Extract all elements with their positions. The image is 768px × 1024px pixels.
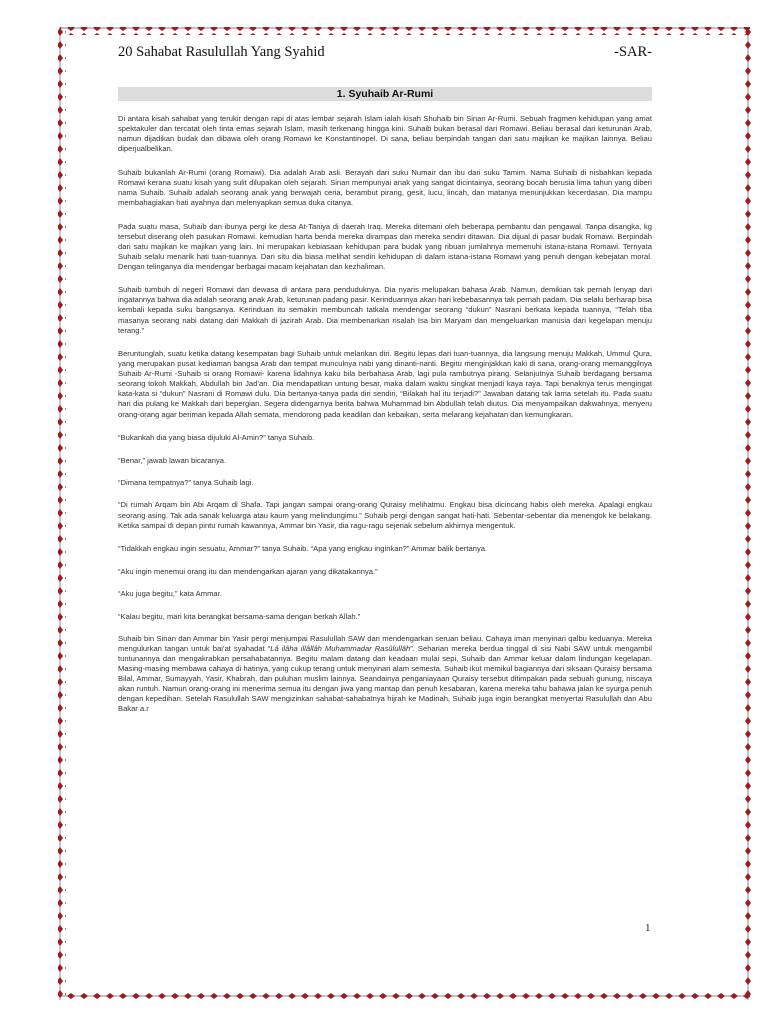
dialogue-line: “Aku juga begitu,” kata Ammar.	[118, 589, 222, 599]
paragraph: Di antara kisah sahabat yang terukir dengan rapi di atas lembar sejarah Islam ialah kisah Shuhaib bin Sinan Ar-Rumi. Sebuah fragmen kehidupan yang amat spektakuler dan tercatat oleh tinta emas sejarah Islam, masih terkenang hingga kini. Suhaib bukan berasal dari Romawi. Beliau berasal dari keturunan Arab, namun dijadikan budak dan dibawa oleh orang Romawi ke Konstantinopel. Di sana, beliau berpindah tangan dari satu majikan ke majikan lainnya. Beliau diperjualbelikan.	[118, 114, 652, 154]
paragraph: Pada suatu masa, Suhaib dan ibunya pergi ke desa At-Taniya di daerah Iraq. Mereka ditemani oleh beberapa pembantu dan pengawal. Tanpa disangka, kg tersebut diserang oleh pasukan Romawi. kemudian harta benda mereka dirampas dan mereka sendiri ditawan. Dia dijual di pasar budak Romawi. Berpindah dari satu majikan ke majikan yang lain. Ini merupakan kebiasaan kehidupan para budak yang ribuan jumlahnya memenuhi istana-istana Romawi. Ternyata Suhaib selalu menarik hati tuan-tuannya. Dari situ dia biasa melihat sendiri kehidupan di dalam istana-istana Romawi yang penuh dengan kebejatan moral. Dengan telinganya dia mendengar berbagai macam kejahatan dan kezhaliman.	[118, 221, 652, 271]
dialogue-line: “Aku ingin menemui orang itu dan mendengarkan ajaran yang dikatakannya.”	[118, 566, 378, 576]
paragraph: Suhaib bukanlah Ar-Rumi (orang Romawi). Dia adalah Arab asli. Berayah dari suku Numair dan ibu dari suku Tamim. Nama Suhaib di nisbahkan kepada Romawi kerana suatu kisah yang sulit dilupakan oleh sejarah. Sinan mempunyai anak yang sangat dicintainya, seorang bocah berusia lima tahun yang diberi nama Suhaib. Suhaib adalah seorang anak yang berwajah ceria, berambut pirang, gesit, lucu, lincah, dan matanya menunjukkan kecerdasan. Dia mampu membahagiakan hati ayahnya dan melenyapkan semua duka citanya.	[118, 167, 652, 207]
dialogue-line: “Kalau begitu, mari kita berangkat bersama-sama dengan berkah Allah.”	[118, 611, 361, 621]
shahada-phrase: Lâ ilâha illâllâh Muhammadar Rasûlullâh	[270, 643, 411, 653]
dialogue-line: “Tidakkah engkau ingin sesuatu, Ammar?” tanya Suhaib. “Apa yang engkau inginkan?” Ammar balik bertanya.	[118, 544, 488, 554]
book-title: 20 Sahabat Rasulullah Yang Syahid	[118, 44, 325, 60]
body-text	[118, 114, 652, 728]
chapter-title: 1. Syuhaib Ar-Rumi	[118, 87, 652, 101]
dialogue-line: “Dimana tempatnya?” tanya Suhaib lagi.	[118, 478, 254, 488]
paragraph: Suhaib tumbuh di negeri Romawi dan dewasa di antara para penduduknya. Dia nyaris melupakan bahasa Arab. Namun, demikian tak pernah lenyap dari ingatannya bahwa dia adalah seorang anak Arab, keturunan padang pasir. Kerinduannya akan hari kebebasannya tak pernah padam. Dia selalu berharap bisa kembali kepada suku bangsanya. Kerinduan itu semakin membuncah tatkala mendengar seorang “dukun” Nasrani berkata kepada tuannya, “Telah tiba masanya seorang nabi datang dari Makkah di jazirah Arab. Dia membenarkan risalah Isa bin Maryam dan mengeluarkan manusia dari kegelapan menuju terang.”	[118, 285, 652, 335]
closing-text-start: Suhaib bin Sinan dan Ammar bin Yasir pergi menjumpai Rasulullah SAW dan mendengarkan seruan beliau. Cahaya iman menyinari qalbu keduanya. Mereka mengulurkan tangan untuk bai’at syahadat “	[118, 633, 652, 653]
paragraph: Beruntunglah, suatu ketika datang kesempatan bagi Suhaib untuk melarikan diri. Begitu lepas dari tuan-tuannya, dia langsung menuju Makkah, Ummul Qura, yang merupakan pusat kediaman bangsa Arab dan tempat munculnya nabi yang dinanti-nanti. Begitu menginjakkan kaki di sana, orang-orang memanggilnya Suhaib Ar-Rumi -Suhaib si orang Romawi- karena lidahnya kaku bila berbahasa Arab, lagi pula rambutnya pirang. Selanjutnya Suhaib berdagang bersama seorang tokoh Makkah, Abdullah bin Jad’an. Dia mendapatkan untung besar, maka dalam waktu singkat menjadi kaya raya. Tapi benaknya terus mengingat kata-kata si “dukun” Nasrani di Romawi dulu. Dia bertanya-tanya pada diri sendiri, “Bilakah hal itu terjadi?” Jawaban datang tak lama setelah itu. Pada suatu hari dia pulang ke Makkah dari bepergian. Segera didengarnya berita bahwa Muhammad bin Abdullah telah diutus. Dia menyampaikan dakwahnya, menyeru orang-orang agar beriman kepada Allah semata, mendorong pada keadilan dan kebaikan, serta melarang kejahatan dan kemungkaran.	[118, 349, 652, 419]
dialogue-line: “Di rumah Arqam bin Abi Arqam di Shafa. Tapi jangan sampai orang-orang Quraisy melihatmu. Engkau bisa dicincang habis oleh mereka. Apalagi engkau seorang asing. Tak ada sanak keluarga atau kaum yang melindungimu.” Suhaib pergi dengan sangat hati-hati. Sebentar-sebentar dia menengok ke belakang. Ketika sampai di depan pintu rumah kawannya, Ammar bin Yasir, dia ragu-ragu sejenak sebelum akhirnya mengentuk.	[118, 500, 652, 530]
closing-paragraph	[118, 634, 652, 714]
author-tag: -SAR-	[614, 44, 652, 60]
dialogue-line: “Benar,” jawab lawan bicaranya.	[118, 455, 227, 465]
page-number: 1	[645, 922, 651, 934]
closing-text-end: ”. Seharian mereka berdua tinggal di sisi Nabi SAW untuk mengambil tuntunannya dan mengakrabkan persahabatannya. Begitu malam datang dan keadaan mulai sepi, Suhaib dan Ammar keluar dalam lindungan kegelapan. Masing-masing membawa cahaya di hatinya, yang cukup terang untuk menyinari alam semesta. Suhaib ikut memikul bagiannya dari siksaan Quraisy bersama Bilal, Ammar, Sumayyah, Yasir, Khabrah, dan puluhan muslim lainnya. Seandainya penganiayaan Quraisy tersebut ditimpakan pada sebuah gunung, niscaya akan runtuh. Namun orang-orang ini menerima semua itu dengan jiwa yang mantap dan penuh kesabaran, karena mereka tahu bahawa jalan ke syurga penuh dengan kepedihan. Setelah Rasulullah SAW mengizinkan sahabat-sahabatnya hijrah ke Madinah, Suhaib juga ingin berangkat menyertai Rasulullah dan Abu Bakar a.r	[118, 643, 653, 714]
dialogue-line: “Bukankah dia yang biasa dijuluki Al-Amin?” tanya Suhaib.	[118, 433, 315, 443]
